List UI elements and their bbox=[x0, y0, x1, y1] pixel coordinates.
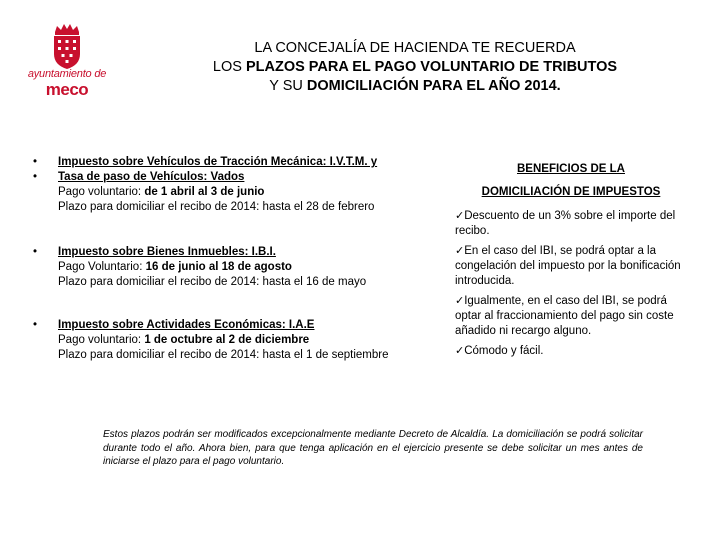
benefit-text: En el caso del IBI, se podrá optar a la congelación del impuesto por la bonificación introducida. bbox=[455, 245, 681, 287]
tax-heading: Impuesto sobre Bienes Inmuebles: I.B.I. bbox=[58, 246, 276, 258]
benefit-text: Descuento de un 3% sobre el importe del recibo. bbox=[455, 210, 676, 237]
tax-heading: Impuesto sobre Vehículos de Tracción Mecánica: I.V.T.M. y bbox=[58, 156, 378, 168]
header-line3 bbox=[160, 77, 670, 96]
header-line2 bbox=[160, 58, 670, 77]
logo-text-line2: meco bbox=[45, 80, 89, 99]
checkmark-icon: ✓ bbox=[455, 295, 465, 307]
benefit-item bbox=[455, 209, 687, 239]
tax-heading: Impuesto sobre Actividades Económicas: I.A.E bbox=[58, 319, 315, 331]
benefit-item bbox=[455, 294, 687, 339]
logo-text-line1: ayuntamiento de bbox=[27, 68, 107, 80]
bullet-icon: • bbox=[32, 246, 38, 258]
tax-item-iae bbox=[30, 318, 430, 363]
page-header bbox=[160, 39, 670, 96]
domicile-deadline: Plazo para domiciliar el recibo de 2014: hasta el 16 de mayo bbox=[58, 276, 367, 288]
list-item bbox=[30, 170, 430, 185]
bullet-icon: • bbox=[32, 156, 38, 168]
tax-list bbox=[30, 155, 430, 363]
tax-item-ivtm bbox=[30, 155, 430, 215]
checkmark-icon: ✓ bbox=[455, 245, 465, 257]
payment-dates: 16 de junio al 18 de agosto bbox=[145, 261, 292, 273]
payment-period bbox=[30, 185, 430, 200]
bullet-icon: • bbox=[32, 319, 38, 331]
tax-item-ibi bbox=[30, 245, 430, 290]
list-item bbox=[30, 245, 430, 260]
list-item bbox=[30, 318, 430, 333]
payment-dates: de 1 abril al 3 de junio bbox=[144, 186, 265, 198]
benefit-text: Igualmente, en el caso del IBI, se podrá optar al fraccionamiento del pago sin coste añadido ni recargo alguno. bbox=[455, 295, 674, 337]
header-line2-bold: PLAZOS PARA EL PAGO VOLUNTARIO DE TRIBUTOS bbox=[245, 59, 618, 75]
checkmark-icon: ✓ bbox=[455, 345, 465, 357]
footnote: Estos plazos podrán ser modificados excepcionalmente mediante Decreto de Alcaldía. La domiciliación se podrá solicitar durante todo el año. Ahora bien, para que tenga aplicación en el ejercicio presente se debe solicitar un mes antes de iniciarse el plazo para el pago voluntario. bbox=[103, 429, 643, 467]
benefit-item bbox=[455, 344, 687, 359]
payment-label: Pago voluntario: bbox=[58, 186, 145, 198]
domicile-deadline: Plazo para domiciliar el recibo de 2014: hasta el 1 de septiembre bbox=[58, 349, 389, 361]
domicile-deadline: Plazo para domiciliar el recibo de 2014: hasta el 28 de febrero bbox=[58, 201, 375, 213]
payment-period bbox=[30, 260, 430, 275]
benefit-item bbox=[455, 244, 687, 289]
list-item bbox=[30, 155, 430, 170]
checkmark-icon: ✓ bbox=[455, 210, 465, 222]
coat-of-arms-icon bbox=[48, 22, 86, 70]
payment-dates: 1 de octubre al 2 de diciembre bbox=[144, 334, 310, 346]
benefit-text: Cómodo y fácil. bbox=[464, 345, 544, 357]
benefits-panel bbox=[455, 158, 687, 359]
header-line3-bold: DOMICILIACIÓN PARA EL AÑO 2014. bbox=[306, 78, 561, 94]
header-line3-prefix: Y SU bbox=[269, 78, 307, 94]
benefits-title-line2: DOMICILIACIÓN DE IMPUESTOS bbox=[481, 186, 661, 198]
payment-period bbox=[30, 333, 430, 348]
header-line2-prefix: LOS bbox=[212, 59, 246, 75]
bullet-icon: • bbox=[32, 171, 38, 183]
benefits-title-line1: BENEFICIOS DE LA bbox=[517, 163, 625, 175]
payment-label: Pago Voluntario: bbox=[58, 261, 146, 273]
tax-heading: Tasa de paso de Vehículos: Vados bbox=[58, 171, 245, 183]
meco-logo bbox=[22, 22, 112, 100]
header-line1: LA CONCEJALÍA DE HACIENDA TE RECUERDA bbox=[254, 40, 576, 56]
payment-label: Pago voluntario: bbox=[58, 334, 145, 346]
